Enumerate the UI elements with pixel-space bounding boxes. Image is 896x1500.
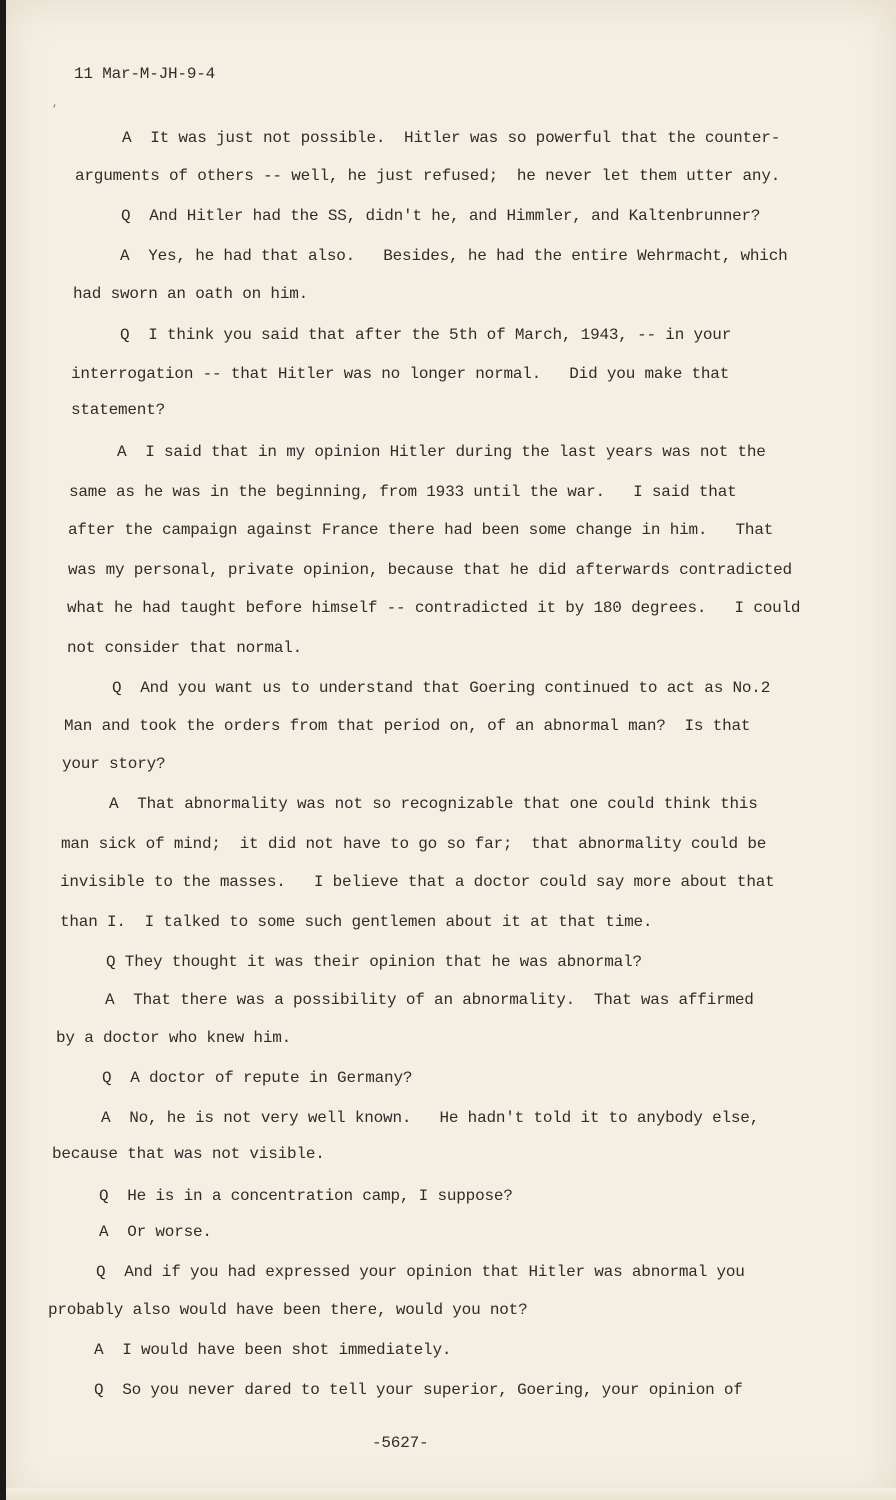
transcript-line: had sworn an oath on him. [73, 285, 309, 303]
transcript-line: same as he was in the beginning, from 1933 until the war. I said that [69, 483, 737, 501]
transcript-line: Man and took the orders from that period on, of an abnormal man? Is that [64, 717, 751, 735]
margin-mark: ‘ [51, 104, 58, 116]
transcript-line: than I. I talked to some such gentlemen about it at that time. [60, 913, 653, 931]
transcript-line: probably also would have been there, would you not? [48, 1301, 528, 1319]
transcript-line: was my personal, private opinion, because that he did afterwards contradicted [68, 561, 792, 579]
transcript-line: A Yes, he had that also. Besides, he had the entire Wehrmacht, which [120, 247, 788, 265]
transcript-line: A I said that in my opinion Hitler during the last years was not the [117, 443, 766, 461]
transcript-line: Q A doctor of repute in Germany? [102, 1069, 413, 1087]
transcript-line: Q So you never dared to tell your superior, Goering, your opinion of [94, 1381, 743, 1399]
transcript-line: Q And Hitler had the SS, didn't he, and Himmler, and Kaltenbrunner? [121, 207, 761, 225]
transcript-line: A It was just not possible. Hitler was so powerful that the counter- [122, 129, 781, 147]
transcript-line: arguments of others -- well, he just refused; he never let them utter any. [75, 167, 781, 185]
transcript-line: after the campaign against France there had been some change in him. That [68, 521, 774, 539]
transcript-line: A That abnormality was not so recognizable that one could think this [109, 795, 758, 813]
transcript-line: Q They thought it was their opinion that he was abnormal? [106, 953, 642, 971]
transcript-line: invisible to the masses. I believe that a doctor could say more about that [60, 873, 775, 891]
document-page [6, 0, 896, 1500]
transcript-line: A No, he is not very well known. He hadn't told it to anybody else, [101, 1109, 760, 1127]
page-number: -5627- [372, 1434, 429, 1452]
transcript-line: Q And if you had expressed your opinion that Hitler was abnormal you [96, 1263, 745, 1281]
transcript-line: A Or worse. [99, 1223, 212, 1241]
transcript-line: not consider that normal. [67, 639, 303, 657]
transcript-line: because that was not visible. [52, 1145, 325, 1163]
transcript-line: your story? [62, 755, 166, 773]
transcript-line: man sick of mind; it did not have to go so far; that abnormality could be [61, 835, 767, 853]
transcript-line: A I would have been shot immediately. [94, 1341, 452, 1359]
transcript-line: Q He is in a concentration camp, I suppose? [99, 1187, 513, 1205]
transcript-line: what he had taught before himself -- contradicted it by 180 degrees. I could [67, 599, 801, 617]
transcript-line: interrogation -- that Hitler was no longer normal. Did you make that [71, 365, 730, 383]
transcript-line: Q I think you said that after the 5th of March, 1943, -- in your [120, 326, 732, 344]
transcript-line: by a doctor who knew him. [56, 1029, 292, 1047]
page-header: 11 Mar-M-JH-9-4 [74, 65, 216, 83]
transcript-line: Q And you want us to understand that Goering continued to act as No.2 [112, 679, 771, 697]
transcript-line: statement? [71, 401, 166, 419]
transcript-line: A That there was a possibility of an abnormality. That was affirmed [105, 991, 754, 1009]
